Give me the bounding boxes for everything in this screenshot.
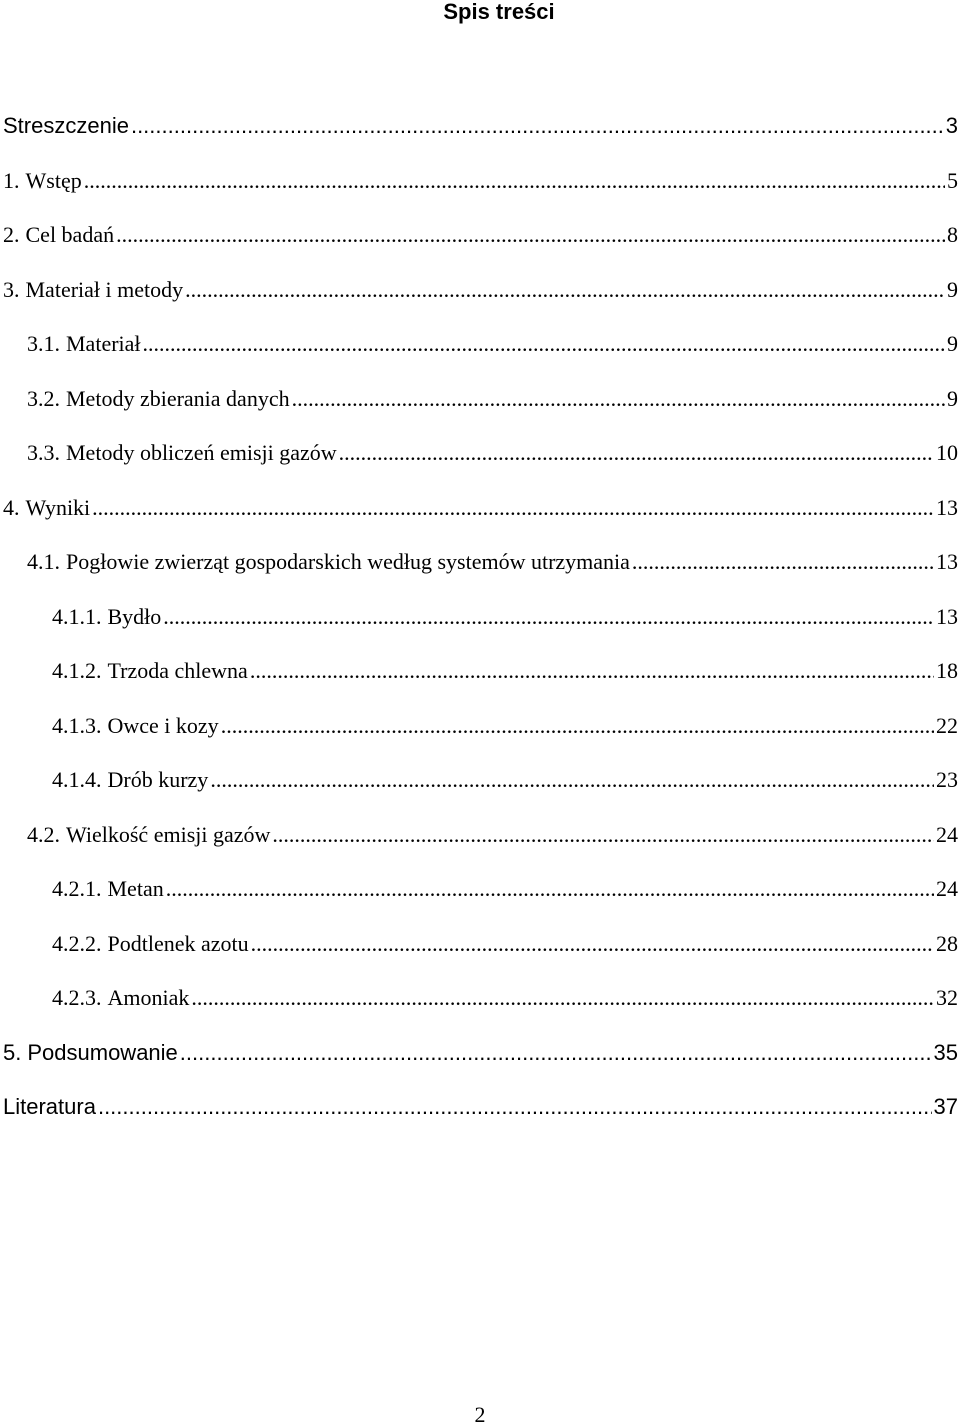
toc-entry-label: Amoniak (107, 985, 190, 1010)
toc-entry-literatura[interactable] (0, 1093, 958, 1148)
toc-entry-label: Owce i kozy (107, 712, 219, 738)
toc-entry-label: Metan (107, 876, 164, 901)
toc-entry-page: 5 (947, 167, 958, 193)
toc-entry-bydlo[interactable] (0, 603, 958, 658)
toc-entry-number: 3. (3, 276, 20, 302)
toc-entry-page: 24 (936, 876, 958, 901)
toc-entry-poglowie-zwierzat[interactable] (0, 548, 958, 603)
dot-leader (185, 276, 945, 304)
toc-entry-number: 4.2.1. (52, 876, 102, 901)
toc-entry-label: Drób kurzy (107, 767, 209, 792)
toc-entry-number: 3.1. (27, 331, 60, 356)
toc-entry-owce-i-kozy[interactable] (0, 712, 958, 767)
dot-leader (250, 657, 934, 685)
toc-entry-number: 1. (3, 167, 20, 193)
dot-leader (272, 821, 934, 849)
toc-entry-metody-zbierania-danych[interactable] (0, 385, 958, 440)
toc-entry-metody-obliczen-emisji-gazow[interactable] (0, 439, 958, 494)
toc-entry-label: Streszczenie (3, 113, 129, 138)
toc-entry-page: 13 (936, 549, 958, 574)
toc-entry-page: 13 (936, 494, 958, 520)
dot-leader (131, 112, 944, 140)
dot-leader (166, 875, 934, 903)
page-title: Spis treści (443, 0, 555, 24)
toc-entry-material[interactable] (0, 330, 958, 385)
toc-entry-number: 4.2.2. (52, 930, 102, 956)
toc-entry-page: 22 (936, 712, 958, 738)
toc-entry-number: 4.1.3. (52, 712, 102, 738)
toc-entry-number: 4.1.1. (52, 603, 102, 629)
toc-entry-streszczenie[interactable] (0, 112, 958, 167)
toc-entry-label: Metody obliczeń emisji gazów (66, 440, 337, 465)
dot-leader (292, 385, 945, 413)
table-of-contents (0, 112, 958, 1148)
toc-entry-metan[interactable] (0, 875, 958, 930)
toc-entry-page: 18 (936, 658, 958, 683)
toc-entry-number: 3.3. (27, 440, 60, 465)
toc-entry-label: Materiał (66, 331, 141, 356)
dot-leader (116, 221, 945, 249)
dot-leader (143, 330, 945, 358)
dot-leader (180, 1039, 932, 1067)
toc-entry-page: 23 (936, 767, 958, 792)
toc-entry-label: Metody zbierania danych (66, 385, 290, 411)
toc-entry-label: Podtlenek azotu (107, 930, 249, 956)
toc-entry-label: Literatura (3, 1094, 96, 1119)
toc-entry-wielkosc-emisji-gazow[interactable] (0, 821, 958, 876)
toc-entry-page: 35 (933, 1039, 958, 1065)
toc-entry-number: 4.1.2. (52, 658, 102, 683)
toc-entry-page: 8 (947, 222, 958, 247)
toc-entry-page: 3 (945, 113, 958, 138)
dot-leader (98, 1093, 932, 1121)
toc-entry-number: 4.1.4. (52, 767, 102, 792)
toc-entry-page: 37 (933, 1094, 958, 1119)
toc-entry-label: Bydło (107, 603, 162, 629)
toc-entry-page: 32 (936, 985, 958, 1010)
toc-entry-page: 24 (936, 821, 958, 847)
toc-entry-page: 9 (947, 385, 958, 411)
toc-entry-amoniak[interactable] (0, 984, 958, 1039)
toc-entry-label: Pogłowie zwierząt gospodarskich według systemów utrzymania (66, 549, 630, 574)
toc-entry-podtlenek-azotu[interactable] (0, 930, 958, 985)
dot-leader (632, 548, 934, 576)
toc-entry-number: 3.2. (27, 385, 60, 411)
dot-leader (251, 930, 934, 958)
toc-entry-number: 4.2.3. (52, 985, 102, 1010)
toc-entry-label: Trzoda chlewna (107, 658, 248, 683)
toc-entry-podsumowanie[interactable] (0, 1039, 958, 1094)
toc-entry-number: 4.1. (27, 549, 60, 574)
toc-entry-trzoda-chlewna[interactable] (0, 657, 958, 712)
toc-entry-material-i-metody[interactable] (0, 276, 958, 331)
dot-leader (339, 439, 934, 467)
toc-entry-label: Materiał i metody (25, 276, 184, 302)
toc-entry-wstep[interactable] (0, 167, 958, 222)
dot-leader (92, 494, 934, 522)
toc-entry-number: 5. (3, 1039, 22, 1065)
dot-leader (221, 712, 934, 740)
toc-entry-wyniki[interactable] (0, 494, 958, 549)
toc-entry-page: 28 (936, 930, 958, 956)
dot-leader (210, 766, 934, 794)
toc-entry-label: Wstęp (25, 167, 82, 193)
dot-leader (84, 167, 945, 195)
dot-leader (191, 984, 934, 1012)
toc-entry-page: 9 (947, 276, 958, 302)
page-number: 2 (474, 1402, 486, 1427)
toc-entry-page: 10 (936, 440, 958, 465)
toc-entry-cel-badan[interactable] (0, 221, 958, 276)
toc-entry-page: 13 (936, 603, 958, 629)
toc-entry-page: 9 (947, 331, 958, 356)
toc-entry-number: 4.2. (27, 821, 60, 847)
toc-entry-number: 4. (3, 494, 20, 520)
dot-leader (163, 603, 934, 631)
toc-entry-label: Wielkość emisji gazów (66, 821, 271, 847)
toc-entry-drob-kurzy[interactable] (0, 766, 958, 821)
toc-entry-label: Podsumowanie (27, 1039, 178, 1065)
toc-entry-number: 2. (3, 222, 20, 247)
toc-entry-label: Cel badań (25, 222, 115, 247)
toc-entry-label: Wyniki (25, 494, 91, 520)
